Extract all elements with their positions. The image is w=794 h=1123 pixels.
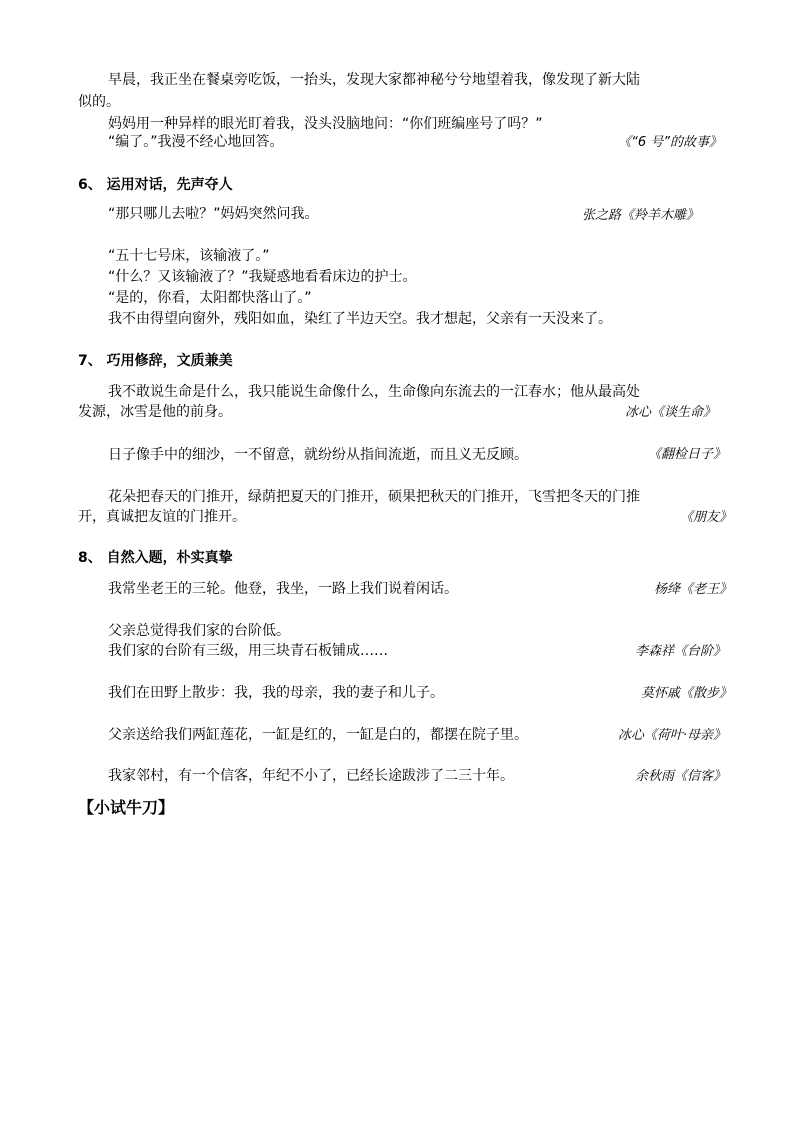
example-text: 发源，冰雪是他的前身。 — [78, 404, 232, 420]
example-text: 我们在田野上散步：我，我的母亲，我的妻子和儿子。 — [108, 685, 444, 701]
source-citation: 杨绛《老王》 — [653, 582, 732, 597]
paragraph-line: 早晨，我正坐在餐桌旁吃饭，一抬头，发现大家都神秘兮兮地望着我，像发现了新大陆 — [108, 72, 640, 88]
example-text: 我们家的台阶有三级，用三块青石板铺成…… — [108, 643, 388, 659]
example-text: 我家邻村，有一个信客，年纪不小了，已经长途跋涉了二三十年。 — [108, 768, 514, 784]
source-citation: 莫怀戚《散步》 — [640, 686, 732, 701]
section-heading: 8、 自然入题，朴实真挚 — [78, 550, 233, 566]
source-citation: 冰心《荷叶·母亲》 — [617, 728, 726, 743]
source-citation: 余秋雨《信客》 — [634, 769, 726, 784]
source-citation: 李森祥《台阶》 — [634, 644, 726, 659]
example-text: 父亲送给我们两缸莲花，一缸是红的，一缸是白的，都摆在院子里。 — [108, 727, 528, 743]
example-text: 日子像手中的细沙，一不留意，就纷纷从指间流逝，而且义无反顾。 — [108, 447, 528, 463]
section-heading: 6、 运用对话，先声夺人 — [78, 177, 233, 193]
source-citation: 《翻检日子》 — [647, 447, 726, 462]
example-text: 我不由得望向窗外，残阳如血，染红了半边天空。我才想起，父亲有一天没来了。 — [108, 311, 612, 327]
example-text: “那只哪儿去啦？”妈妈突然问我。 — [108, 206, 319, 222]
example-text: “五十七号床，该输液了。” — [108, 248, 270, 264]
paragraph-line: “编了。”我漫不经心地回答。 — [108, 134, 284, 150]
example-text: 我不敢说生命是什么，我只能说生命像什么，生命像向东流去的一江春水；他从最高处 — [108, 384, 640, 400]
practice-heading: 【小试牛刀】 — [78, 798, 175, 817]
example-text: 我常坐老王的三轮。他登，我坐，一路上我们说着闲话。 — [108, 581, 458, 597]
source-citation: 《“6 号”的故事》 — [618, 135, 722, 150]
source-citation: 冰心《谈生命》 — [624, 405, 716, 420]
example-text: 开，真诚把友谊的门推开。 — [78, 509, 246, 525]
example-text: 父亲总觉得我们家的台阶低。 — [108, 623, 290, 639]
section-heading: 7、 巧用修辞，文质兼美 — [78, 353, 233, 369]
example-text: “什么？又该输液了？”我疑惑地看看床边的护士。 — [108, 269, 417, 285]
source-citation: 张之路《羚羊木雕》 — [581, 208, 699, 223]
paragraph-line: 妈妈用一种异样的眼光盯着我，没头没脑地问：“你们班编座号了吗？” — [108, 116, 543, 132]
paragraph-line: 似的。 — [78, 94, 120, 110]
example-text: 花朵把春天的门推开，绿荫把夏天的门推开，硕果把秋天的门推开，飞雪把冬天的门推 — [108, 489, 640, 505]
example-text: “是的，你看，太阳都快落山了。” — [108, 290, 312, 306]
source-citation: 《朋友》 — [679, 510, 732, 525]
